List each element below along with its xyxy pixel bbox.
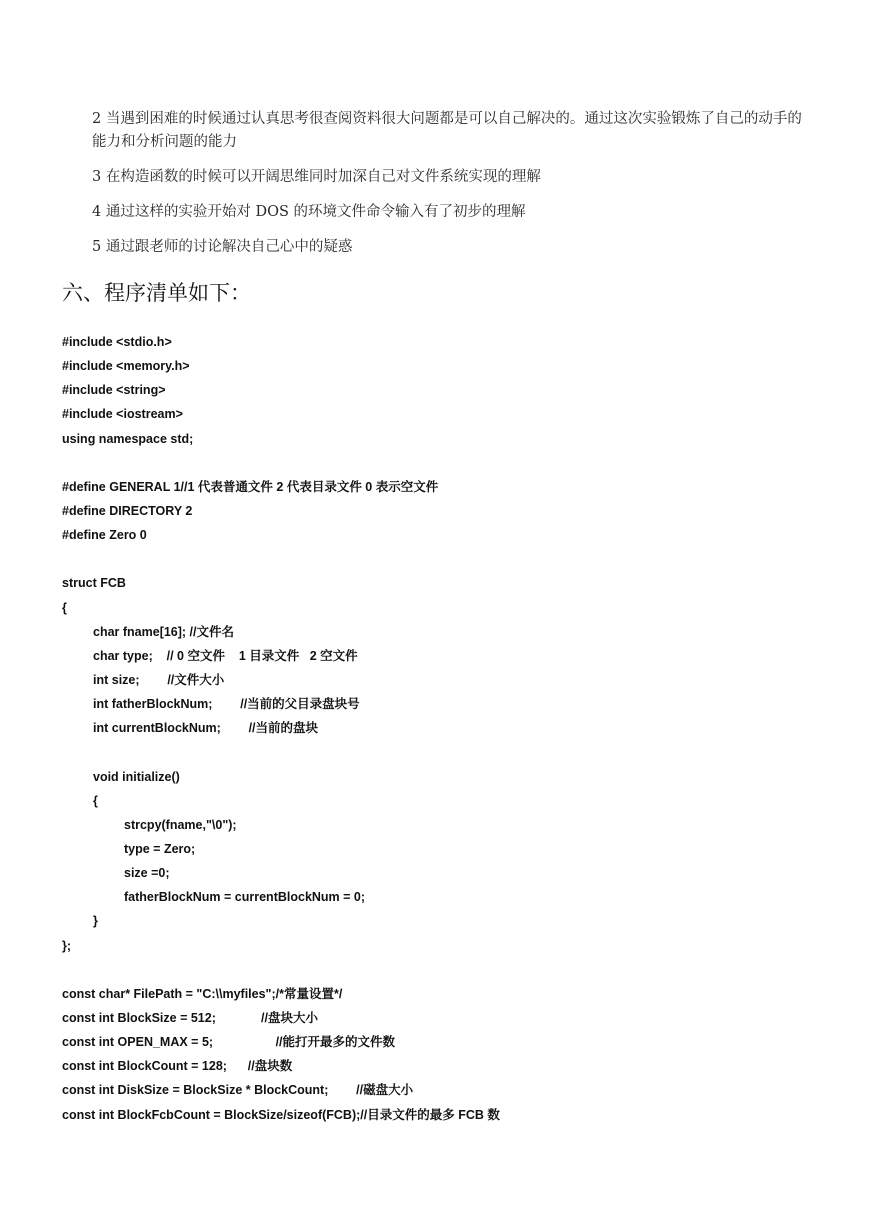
code-line: }; bbox=[62, 938, 72, 953]
code-line: char type; // 0 空文件 1 目录文件 2 空文件 bbox=[93, 648, 358, 663]
code-line: int size; //文件大小 bbox=[93, 672, 225, 687]
summary-paragraph-4: 4 通过这样的实验开始对 DOS 的环境文件命令输入有了初步的理解 bbox=[92, 204, 526, 220]
code-line: #define Zero 0 bbox=[62, 528, 147, 543]
code-line: using namespace std; bbox=[62, 431, 194, 446]
code-blank-line bbox=[62, 451, 842, 475]
code-line: void initialize() bbox=[93, 769, 180, 784]
code-blank-line bbox=[62, 547, 842, 571]
code-line: #include <iostream> bbox=[62, 407, 183, 422]
code-line: strcpy(fname,"\0"); bbox=[124, 817, 237, 832]
code-line: type = Zero; bbox=[124, 841, 196, 856]
code-line: { bbox=[93, 793, 98, 808]
code-line: { bbox=[62, 600, 67, 615]
section-heading: 六、程序清单如下： bbox=[62, 281, 251, 305]
code-line: char fname[16]; //文件名 bbox=[93, 624, 235, 639]
code-line: const char* FilePath = "C:\\myfiles";/*常量设置*/ bbox=[62, 986, 343, 1001]
code-line: #define GENERAL 1//1 代表普通文件 2 代表目录文件 0 表示空文件 bbox=[62, 479, 439, 494]
code-line: struct FCB bbox=[62, 576, 126, 591]
code-blank-line bbox=[62, 958, 842, 982]
summary-paragraph-5: 5 通过跟老师的讨论解决自己心中的疑惑 bbox=[92, 239, 353, 255]
code-line: #include <string> bbox=[62, 383, 166, 398]
code-line: int currentBlockNum; //当前的盘块 bbox=[93, 721, 319, 736]
code-line: } bbox=[93, 914, 98, 929]
code-line: const int BlockFcbCount = BlockSize/sizeof(FCB);//目录文件的最多 FCB 数 bbox=[62, 1107, 500, 1122]
code-line: const int BlockCount = 128; //盘块数 bbox=[62, 1059, 293, 1074]
code-line: const int BlockSize = 512; //盘块大小 bbox=[62, 1010, 318, 1025]
code-line: const int DiskSize = BlockSize * BlockCount; //磁盘大小 bbox=[62, 1083, 414, 1098]
code-line: const int OPEN_MAX = 5; //能打开最多的文件数 bbox=[62, 1035, 396, 1050]
code-line: int fatherBlockNum; //当前的父目录盘块号 bbox=[93, 697, 360, 712]
code-line: fatherBlockNum = currentBlockNum = 0; bbox=[124, 890, 366, 905]
code-line: #include <stdio.h> bbox=[62, 335, 172, 349]
code-line: #include <memory.h> bbox=[62, 359, 190, 374]
code-listing bbox=[62, 330, 842, 1127]
code-line: size =0; bbox=[124, 866, 170, 881]
code-line: #define DIRECTORY 2 bbox=[62, 503, 193, 518]
summary-paragraph-2: 2 当遇到困难的时候通过认真思考很查阅资料很大问题都是可以自己解决的。通过这次实验锻炼了自己的动手的能力和分析问题的能力 bbox=[92, 111, 802, 150]
summary-paragraph-3: 3 在构造函数的时候可以开阔思维同时加深自己对文件系统实现的理解 bbox=[92, 169, 541, 185]
code-blank-line bbox=[62, 740, 842, 764]
